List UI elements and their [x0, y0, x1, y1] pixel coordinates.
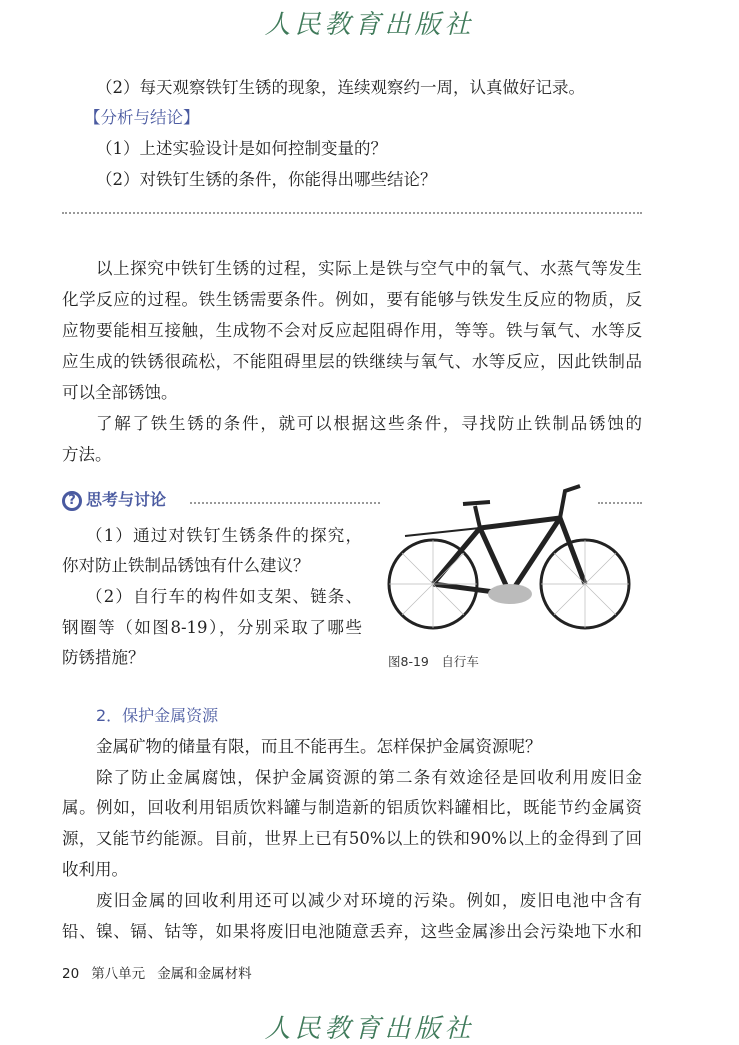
analysis-question-2: （2）对铁钉生锈的条件，你能得出哪些结论？	[96, 170, 437, 189]
bicycle-image	[385, 466, 635, 636]
discussion-line: 钢圈等（如图8-19），分别采取了哪些	[62, 618, 362, 637]
discussion-title: 思考与讨论	[86, 490, 167, 509]
page-footer	[62, 962, 264, 982]
paragraph-line: 源，又能节约能源。目前，世界上已有50%以上的铁和90%以上的金得到了回	[62, 829, 642, 848]
discussion-line: 你对防止铁制品锈蚀有什么建议？	[62, 556, 310, 575]
figure-caption: 图8-19 自行车	[388, 654, 479, 669]
unit-label: 第八单元	[91, 966, 146, 982]
paragraph-line: 应生成的铁锈很疏松，不能阻碍里层的铁继续与氧气、水等反应，因此铁制品	[62, 352, 642, 371]
paragraph-line: 化学反应的过程。铁生锈需要条件。例如，要有能够与铁发生反应的物质，反	[62, 290, 642, 309]
analysis-question-1: （1）上述实验设计是如何控制变量的？	[96, 139, 387, 158]
publisher-logo: 人民教育出版社	[264, 1014, 475, 1044]
paragraph-line: 收利用。	[62, 860, 128, 879]
page-number: 20	[62, 966, 80, 982]
discussion-line: （2）自行车的构件如支架、链条、	[86, 587, 362, 606]
discussion-line: 防锈措施？	[62, 648, 145, 667]
question-icon: ?	[62, 491, 82, 511]
paragraph-line: 废旧金属的回收利用还可以减少对环境的污染。例如，废旧电池中含有	[96, 891, 642, 910]
divider	[190, 502, 380, 504]
experiment-step-2: （2）每天观察铁钉生锈的现象，连续观察约一周，认真做好记录。	[96, 78, 585, 97]
publisher-logo: 人民教育出版社	[264, 10, 475, 40]
paragraph-line: 以上探究中铁钉生锈的过程，实际上是铁与空气中的氧气、水蒸气等发生	[96, 259, 642, 278]
paragraph-line: 铅、镍、镉、钴等，如果将废旧电池随意丢弃，这些金属渗出会污染地下水和	[62, 922, 642, 941]
divider	[62, 212, 642, 214]
discussion-line: （1）通过对铁钉生锈条件的探究，	[86, 526, 362, 545]
paragraph-line: 属。例如，回收利用铝质饮料罐与制造新的铝质饮料罐相比，既能节约金属资	[62, 798, 642, 817]
chapter-label: 金属和金属材料	[157, 966, 252, 982]
paragraph-line: 除了防止金属腐蚀，保护金属资源的第二条有效途径是回收利用废旧金	[96, 768, 642, 787]
paragraph-line: 了解了铁生锈的条件，就可以根据这些条件，寻找防止铁制品锈蚀的	[96, 414, 642, 433]
paragraph-line: 金属矿物的储量有限，而且不能再生。怎样保护金属资源呢？	[96, 737, 542, 756]
paragraph-line: 可以全部锈蚀。	[62, 383, 178, 402]
paragraph-line: 应物要能相互接触，生成物不会对反应起阻碍作用，等等。铁与氧气、水等反	[62, 321, 642, 340]
section-title: 2．保护金属资源	[96, 706, 219, 725]
paragraph-line: 方法。	[62, 445, 112, 464]
analysis-heading: 【分析与结论】	[84, 108, 200, 127]
